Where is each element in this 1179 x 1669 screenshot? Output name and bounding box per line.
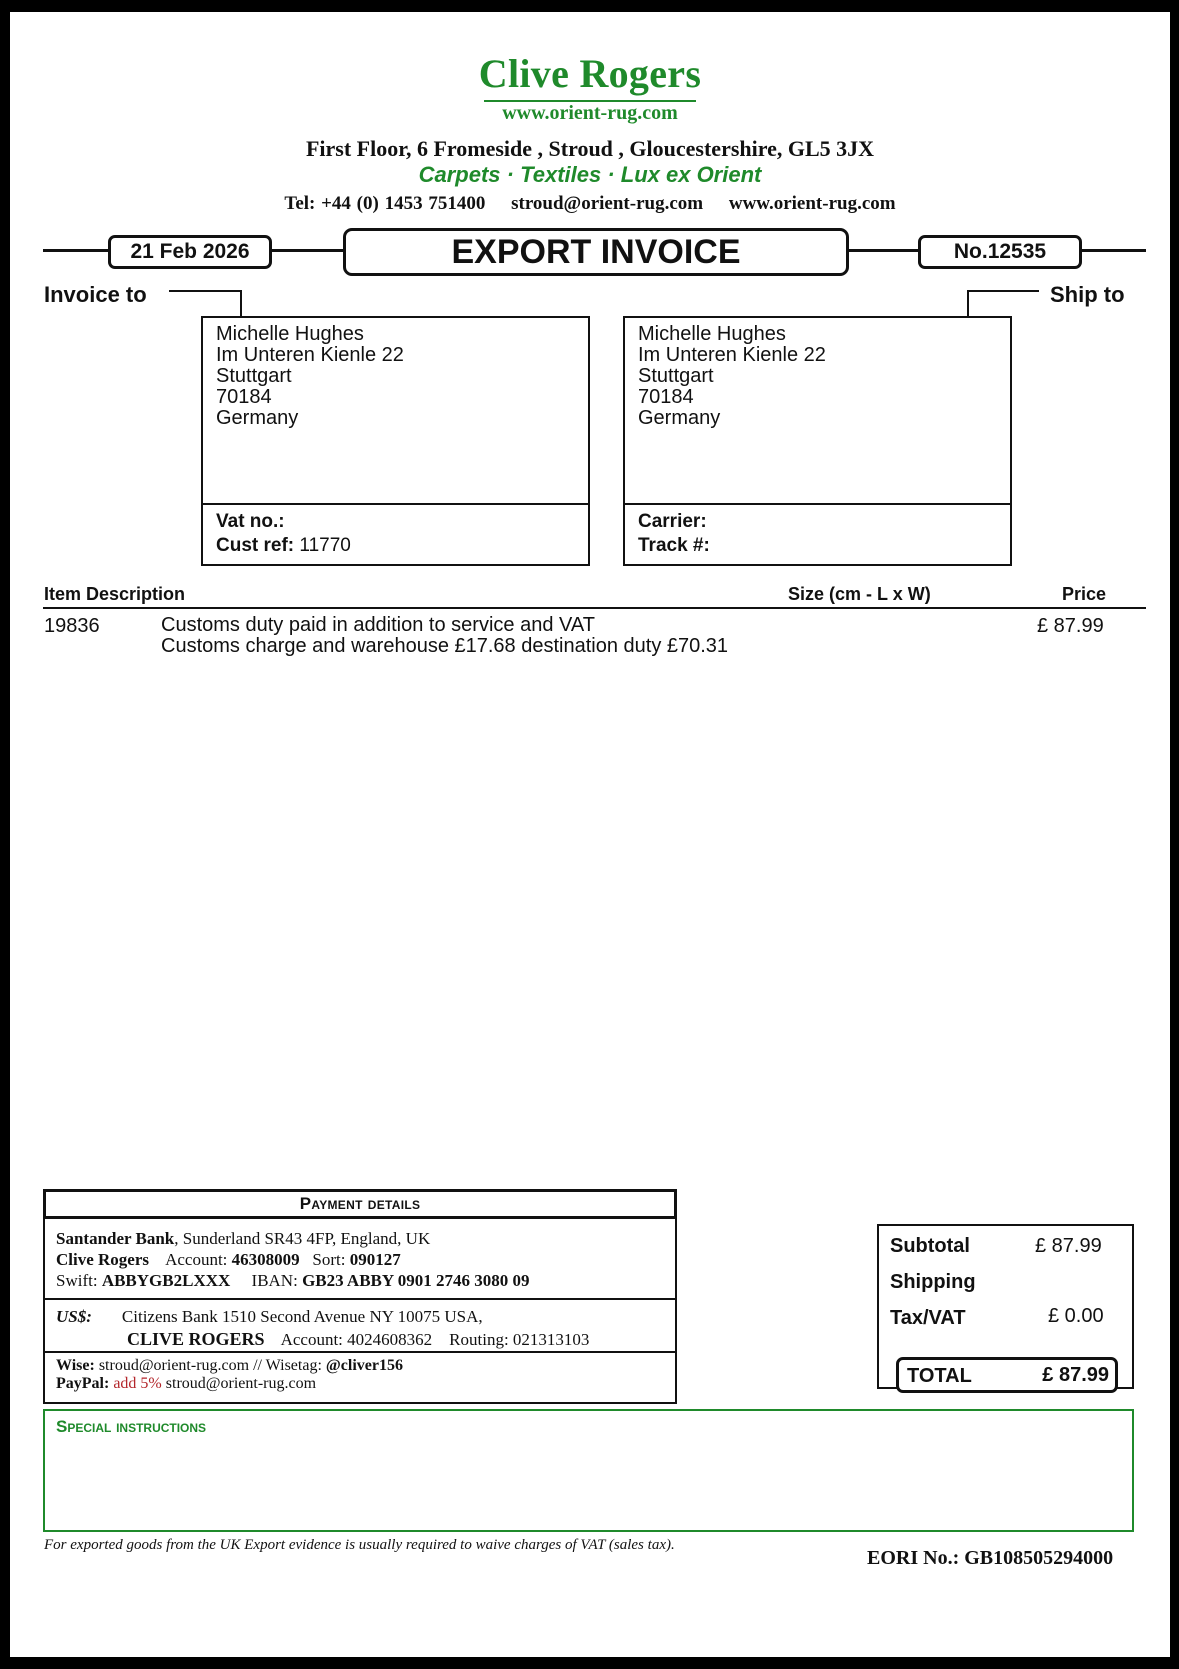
payment-divider-2	[43, 1351, 677, 1353]
wise-label: Wise:	[56, 1357, 95, 1374]
contact-email: stroud@orient-rug.com	[511, 193, 704, 214]
ship-to-street: Im Unteren Kienle 22	[638, 344, 826, 366]
online-payment-details	[56, 1357, 403, 1393]
invoice-number-box	[918, 235, 1082, 269]
ship-to-connector-h	[967, 290, 1039, 292]
wise-email: stroud@orient-rug.com // Wisetag:	[98, 1357, 322, 1374]
bank-address: , Sunderland SR43 4FP, England, UK	[174, 1229, 431, 1248]
payment-title-bar	[43, 1189, 677, 1219]
account-number: 46308009	[231, 1250, 300, 1269]
subtotal-value: £ 87.99	[1035, 1235, 1102, 1257]
col-description-header: Item Description	[44, 584, 186, 604]
bank-name: Santander Bank	[56, 1229, 175, 1248]
swift-code: ABBYGB2LXXX	[101, 1271, 231, 1290]
export-note: For exported goods from the UK Export evidence is usually required to waive charges of VAT (sales tax).	[44, 1537, 675, 1553]
shipping-label: Shipping	[890, 1271, 976, 1293]
special-instructions-title: Special instructions	[56, 1417, 207, 1436]
vat-label: Vat no.:	[216, 511, 285, 532]
invoice-page	[10, 12, 1170, 1657]
us-routing: Routing: 021313103	[449, 1330, 590, 1349]
item-line-1: Customs duty paid in addition to service and VAT	[161, 614, 595, 636]
custref-line	[216, 535, 351, 557]
paypal-email: stroud@orient-rug.com	[165, 1375, 317, 1392]
invoice-number: 12535	[987, 240, 1047, 263]
invoice-to-label: Invoice to	[44, 282, 147, 307]
bill-to-name: Michelle Hughes	[216, 323, 364, 345]
ship-to-connector-v	[967, 290, 969, 317]
company-address: First Floor, 6 Fromeside , Stroud , Gloucestershire, GL5 3JX	[305, 136, 875, 161]
iban-number: GB23 ABBY 0901 2746 3080 09	[302, 1271, 530, 1290]
tax-label: Tax/VAT	[890, 1307, 966, 1329]
bill-to-city: Stuttgart	[216, 365, 292, 387]
contact-line	[10, 193, 1170, 215]
invoice-title: EXPORT INVOICE	[343, 228, 849, 276]
invoice-number-prefix: No.	[953, 240, 988, 263]
paypal-label: PayPal:	[56, 1375, 110, 1392]
us-bank: Citizens Bank 1510 Second Avenue NY 10075 USA,	[121, 1307, 483, 1326]
paypal-note: add 5%	[113, 1375, 162, 1392]
company-name: Clive Rogers	[478, 51, 702, 96]
bill-to-postcode: 70184	[216, 386, 272, 408]
us-label: US$:	[56, 1307, 92, 1326]
us-account: Account: 4024608362	[280, 1330, 433, 1349]
uk-bank-details	[56, 1228, 530, 1291]
bill-to-address	[216, 324, 404, 429]
carrier-label: Carrier:	[638, 511, 707, 532]
subtotal-label: Subtotal	[890, 1235, 970, 1257]
special-instructions-box	[43, 1409, 1134, 1532]
contact-tel: Tel: +44 (0) 1453 751400	[284, 193, 486, 214]
col-size-header: Size (cm - L x W)	[788, 584, 931, 604]
item-price: £ 87.99	[1037, 615, 1104, 637]
tax-value: £ 0.00	[1048, 1305, 1104, 1327]
company-website: www.orient-rug.com	[502, 102, 678, 124]
payment-title: Payment details	[299, 1194, 421, 1213]
invoice-date: 21 Feb 2026	[108, 235, 272, 269]
company-tagline: Carpets · Textiles · Lux ex Orient	[418, 162, 762, 187]
item-line-2: Customs charge and warehouse £17.68 destination duty £70.31	[161, 635, 729, 657]
account-name: Clive Rogers	[56, 1250, 150, 1269]
ship-to-name: Michelle Hughes	[638, 323, 786, 345]
eori-number: EORI No.: GB108505294000	[867, 1547, 1114, 1569]
account-label: Account:	[165, 1250, 228, 1269]
sort-label: Sort:	[312, 1250, 346, 1269]
col-price-header: Price	[1062, 584, 1107, 604]
wise-tag: @cliver156	[325, 1357, 403, 1374]
custref-label: Cust ref:	[216, 535, 295, 556]
ship-to-country: Germany	[638, 407, 721, 429]
us-bank-details	[56, 1306, 589, 1351]
ship-to-postcode: 70184	[638, 386, 694, 408]
track-label: Track #:	[638, 535, 710, 556]
custref-value: 11770	[299, 535, 351, 556]
swift-label: Swift:	[56, 1271, 98, 1290]
total-value: £ 87.99	[1042, 1364, 1109, 1386]
payment-divider-1	[43, 1298, 677, 1300]
item-description	[161, 615, 728, 657]
invoice-to-connector-h	[169, 290, 242, 292]
total-label: TOTAL	[907, 1365, 972, 1387]
sort-code: 090127	[349, 1250, 401, 1269]
total-box	[896, 1357, 1118, 1393]
item-code: 19836	[44, 615, 100, 637]
ship-to-city: Stuttgart	[638, 365, 714, 387]
iban-label: IBAN:	[251, 1271, 298, 1290]
bill-to-country: Germany	[216, 407, 299, 429]
us-account-name: CLIVE ROGERS	[127, 1329, 265, 1349]
ship-to-address	[638, 324, 826, 429]
table-header-rule	[43, 607, 1146, 609]
ship-to-label: Ship to	[1050, 282, 1125, 307]
bill-to-street: Im Unteren Kienle 22	[216, 344, 404, 366]
invoice-to-connector-v	[240, 290, 242, 317]
contact-website: www.orient-rug.com	[728, 193, 896, 214]
